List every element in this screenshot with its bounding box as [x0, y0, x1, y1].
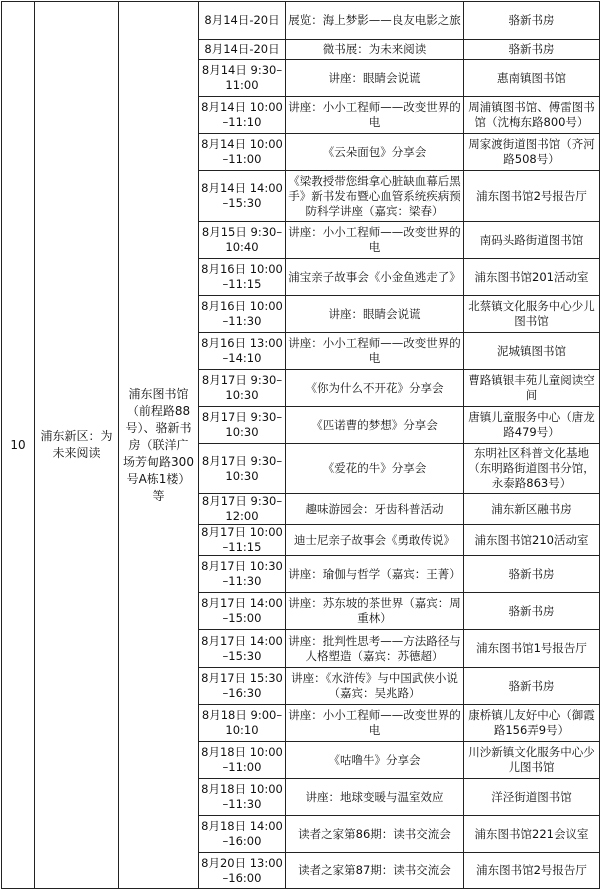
date-cell: 8月17日 9:30–10:30: [199, 370, 286, 407]
date-cell: 8月17日 9:30–12:00: [199, 494, 286, 525]
date-cell: 8月14日-20日: [199, 2, 286, 40]
venue-cell: 浦东图书馆1号报告厅: [464, 630, 600, 668]
activity-cell: 讲座：《水浒传》与中国武侠小说（嘉宾：吴兆路）: [286, 668, 464, 705]
date-cell: 8月17日 14:00–15:30: [199, 630, 286, 668]
activity-cell: 讲座：地球变暖与温室效应: [286, 779, 464, 816]
date-cell: 8月16日 10:00–11:15: [199, 259, 286, 296]
activity-cell: 趣味游园会：牙齿科普活动: [286, 494, 464, 525]
activity-cell: 《爱花的牛》分享会: [286, 444, 464, 494]
date-cell: 8月17日 10:00–11:15: [199, 525, 286, 556]
date-cell: 8月14日 10:00–11:10: [199, 97, 286, 134]
date-cell: 8月16日 13:00–14:10: [199, 333, 286, 370]
date-cell: 8月17日 10:30–11:30: [199, 556, 286, 593]
event-table-body: [2, 2, 600, 889]
venue-cell: 曹路镇银丰苑儿童阅读空间: [464, 370, 600, 407]
activity-cell: 微书展：为未来阅读: [286, 40, 464, 60]
activity-cell: 讲座：小小工程师——改变世界的电: [286, 705, 464, 742]
activity-cell: 《你为什么不开花》分享会: [286, 370, 464, 407]
venue-cell: 骆新书房: [464, 556, 600, 593]
activity-cell: 讲座：小小工程师——改变世界的电: [286, 97, 464, 134]
date-cell: 8月17日 14:00–15:00: [199, 593, 286, 630]
venue-cell: 浦东图书馆2号报告厅: [464, 171, 600, 222]
venue-cell: 洋泾街道图书馆: [464, 779, 600, 816]
table-row: [2, 2, 600, 40]
venue-cell: 东明社区科普文化基地（东明路街道图书分馆，永泰路863号）: [464, 444, 600, 494]
row-number: 10: [2, 2, 35, 889]
activity-cell: 讲座：小小工程师——改变世界的电: [286, 333, 464, 370]
activity-cell: 讲座：批判性思考——方法路径与人格塑造（嘉宾：苏德超）: [286, 630, 464, 668]
venue-cell: 唐镇儿童服务中心（唐龙路479号）: [464, 407, 600, 444]
organizer-venues: 浦东图书馆（前程路88号）、骆新书房（联洋广场芳甸路300号A栋1楼）等: [119, 2, 199, 889]
date-cell: 8月18日 10:00–11:00: [199, 742, 286, 779]
venue-cell: 骆新书房: [464, 593, 600, 630]
venue-cell: 骆新书房: [464, 668, 600, 705]
venue-cell: 北蔡镇文化服务中心少儿图书馆: [464, 296, 600, 333]
activity-cell: 讲座：瑜伽与哲学（嘉宾：王菁）: [286, 556, 464, 593]
activity-cell: 《咕噜牛》分享会: [286, 742, 464, 779]
activity-cell: 讲座：苏东坡的茶世界（嘉宾：周重林）: [286, 593, 464, 630]
activity-cell: 迪士尼亲子故事会《勇敢传说》: [286, 525, 464, 556]
date-cell: 8月17日 9:30–10:30: [199, 407, 286, 444]
activity-cell: 《梁教授带您缉拿心脏缺血幕后黑手》新书发布暨心血管系统疾病预防科学讲座（嘉宾：梁春）: [286, 171, 464, 222]
date-cell: 8月14日 10:00–11:00: [199, 134, 286, 171]
date-cell: 8月16日 10:00–11:30: [199, 296, 286, 333]
date-cell: 8月14日 9:30–11:00: [199, 60, 286, 97]
venue-cell: 康桥镇儿友好中心（御霞路156弄9号）: [464, 705, 600, 742]
venue-cell: 浦东图书馆2号报告厅: [464, 853, 600, 889]
venue-cell: 周浦镇图书馆、傅雷图书馆（沈梅东路800号）: [464, 97, 600, 134]
venue-cell: 泥城镇图书馆: [464, 333, 600, 370]
venue-cell: 骆新书房: [464, 2, 600, 40]
date-cell: 8月17日 9:30–10:30: [199, 444, 286, 494]
activity-cell: 讲座：眼睛会说谎: [286, 296, 464, 333]
venue-cell: 浦东图书馆210活动室: [464, 525, 600, 556]
date-cell: 8月18日 9:00–10:10: [199, 705, 286, 742]
event-schedule-table: [1, 1, 600, 889]
date-cell: 8月14日-20日: [199, 40, 286, 60]
date-cell: 8月20日 13:00–16:00: [199, 853, 286, 889]
activity-cell: 讲座：眼睛会说谎: [286, 60, 464, 97]
venue-cell: 周家渡街道图书馆（齐河路508号）: [464, 134, 600, 171]
venue-cell: 浦东图书馆221会议室: [464, 816, 600, 853]
activity-cell: 浦宝亲子故事会《小金鱼逃走了》: [286, 259, 464, 296]
venue-cell: 浦东图书馆201活动室: [464, 259, 600, 296]
activity-cell: 《匹诺曹的梦想》分享会: [286, 407, 464, 444]
venue-cell: 川沙新镇文化服务中心少儿图书馆: [464, 742, 600, 779]
venue-cell: 浦东新区融书房: [464, 494, 600, 525]
district-name: 浦东新区：为未来阅读: [35, 2, 119, 889]
date-cell: 8月15日 9:30–10:40: [199, 222, 286, 259]
activity-cell: 读者之家第86期：读书交流会: [286, 816, 464, 853]
activity-cell: 《云朵面包》分享会: [286, 134, 464, 171]
activity-cell: 展览：海上梦影——良友电影之旅: [286, 2, 464, 40]
activity-cell: 读者之家第87期：读书交流会: [286, 853, 464, 889]
date-cell: 8月18日 10:00–11:30: [199, 779, 286, 816]
activity-cell: 讲座：小小工程师——改变世界的电: [286, 222, 464, 259]
date-cell: 8月14日 14:00–15:30: [199, 171, 286, 222]
date-cell: 8月17日 15:30–16:30: [199, 668, 286, 705]
venue-cell: 骆新书房: [464, 40, 600, 60]
date-cell: 8月18日 14:00–16:00: [199, 816, 286, 853]
venue-cell: 南码头路街道图书馆: [464, 222, 600, 259]
venue-cell: 惠南镇图书馆: [464, 60, 600, 97]
